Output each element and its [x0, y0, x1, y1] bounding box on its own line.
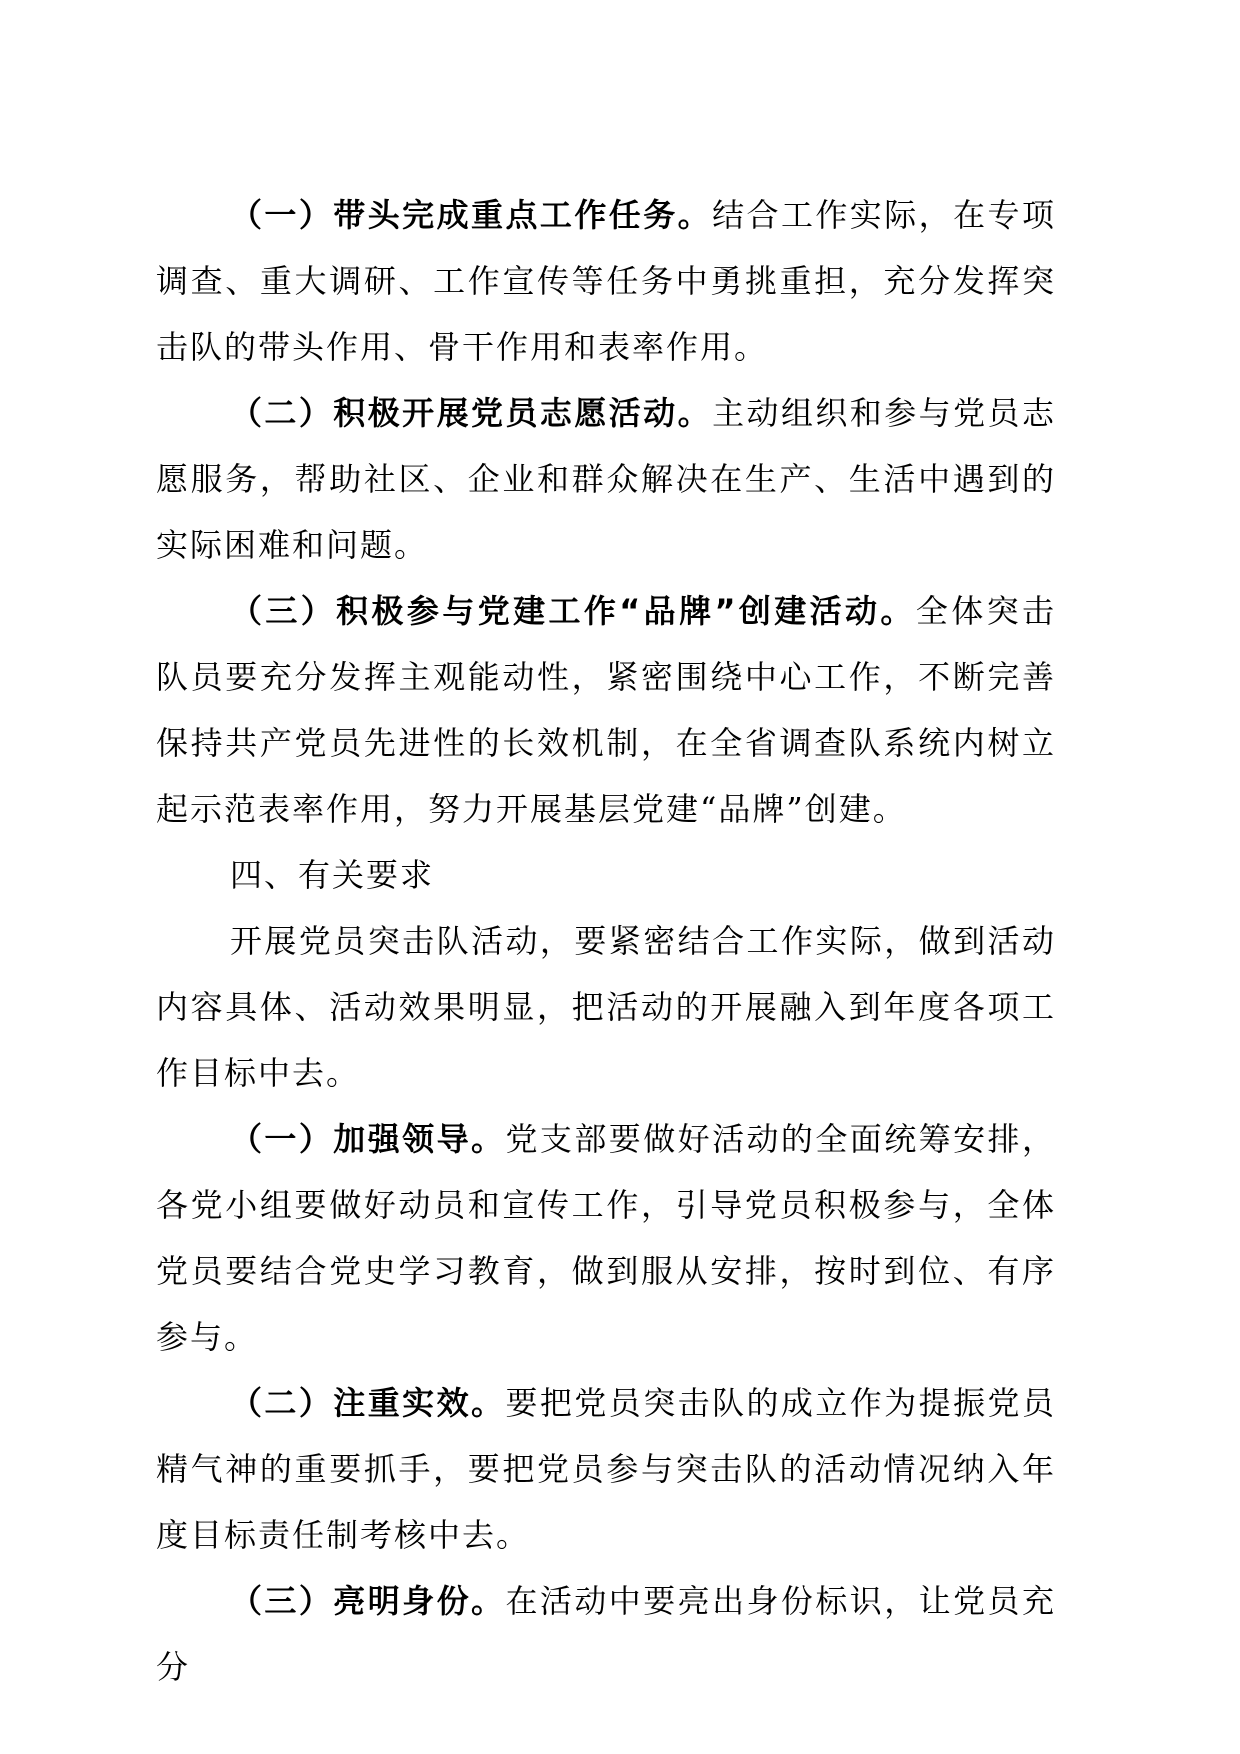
paragraph-text: 要把党员突击队的成立作为提振党员精气神的重要抓手，要把党员参与突击队的活动情况纳入年度目标责任制考核中去。 — [156, 1384, 1056, 1554]
paragraph-task-1 — [156, 182, 1056, 380]
paragraph-task-3 — [156, 578, 1056, 842]
paragraph-requirement-2 — [156, 1370, 1056, 1568]
paragraph-text: 全体突击队员要充分发挥主观能动性，紧密围绕中心工作，不断完善保持共产党员先进性的长效机制，在全省调查队系统内树立起示范表率作用，努力开展基层党建“品牌”创建。 — [156, 592, 1056, 828]
paragraph-text: 党支部要做好活动的全面统筹安排，各党小组要做好动员和宣传工作，引导党员积极参与，全体党员要结合党史学习教育，做到服从安排，按时到位、有序参与。 — [156, 1120, 1056, 1356]
paragraph-lead: （一）加强领导。 — [230, 1120, 506, 1158]
paragraph-text: 结合工作实际，在专项调查、重大调研、工作宣传等任务中勇挑重担，充分发挥突击队的带头作用、骨干作用和表率作用。 — [156, 196, 1056, 366]
document-body — [156, 182, 1056, 1700]
section-heading: 四、有关要求 — [230, 856, 435, 894]
paragraph-requirement-3 — [156, 1568, 1056, 1700]
paragraph-task-2 — [156, 380, 1056, 578]
paragraph-lead: （三）积极参与党建工作“品牌”创建活动。 — [230, 592, 916, 630]
paragraph-requirement-1 — [156, 1106, 1056, 1370]
paragraph-text: 在活动中要亮出身份标识，让党员充分 — [156, 1582, 1056, 1686]
paragraph-lead: （二）注重实效。 — [230, 1384, 506, 1422]
section-intro: 开展党员突击队活动，要紧密结合工作实际，做到活动内容具体、活动效果明显，把活动的开展融入到年度各项工作目标中去。 — [156, 922, 1056, 1092]
paragraph-text: 主动组织和参与党员志愿服务，帮助社区、企业和群众解决在生产、生活中遇到的实际困难和问题。 — [156, 394, 1056, 564]
paragraph-lead: （二）积极开展党员志愿活动。 — [230, 394, 713, 432]
paragraph-lead: （三）亮明身份。 — [230, 1582, 506, 1620]
paragraph-lead: （一）带头完成重点工作任务。 — [230, 196, 713, 234]
